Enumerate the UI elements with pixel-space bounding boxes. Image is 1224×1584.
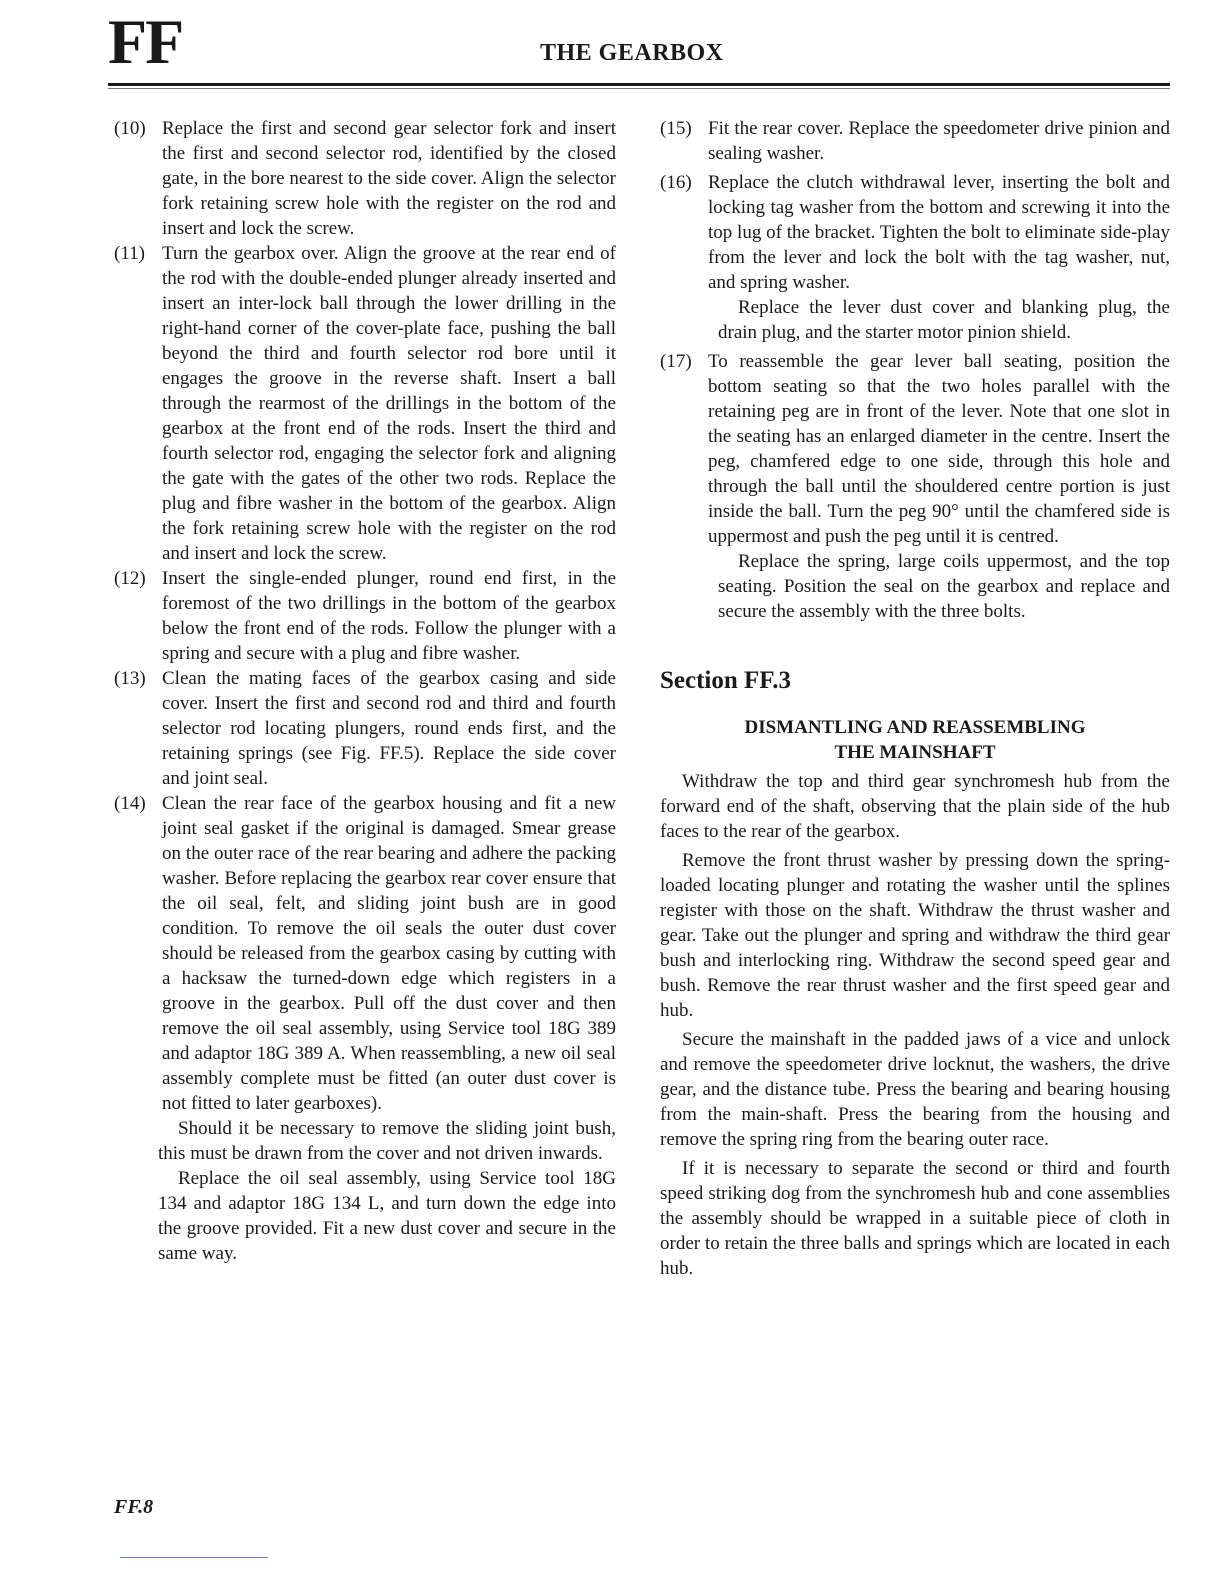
- section-code: FF: [108, 6, 183, 77]
- paragraph: Should it be necessary to remove the sliding joint bush, this must be drawn from the cover and not driven inwards.: [158, 1118, 616, 1164]
- paragraph: Replace the lever dust cover and blanking plug, the drain plug, and the starter motor pinion shield.: [718, 297, 1170, 343]
- item-number: (13): [114, 668, 146, 689]
- paragraph: Withdraw the top and third gear synchromesh hub from the forward end of the shaft, observing that the plain side of the hub faces to the rear of the gearbox.: [660, 771, 1170, 842]
- header-rule: [108, 83, 1170, 86]
- item-number: (17): [660, 351, 692, 372]
- list-item: [660, 116, 1170, 166]
- item-text: Replace the first and second gear selector fork and insert the first and second selector rod, identified by the closed gate, in the bore nearest to the side cover. Align the selector fork retaining screw hole with the register on the rod and insert and lock the screw.: [162, 118, 616, 239]
- page-number: FF.8: [114, 1496, 154, 1518]
- list-item: [114, 666, 616, 791]
- section-heading: Section FF.3: [660, 667, 792, 694]
- list-item: [114, 116, 616, 241]
- item-text: To reassemble the gear lever ball seating, position the bottom seating so that the two holes parallel with the retaining peg are in front of the lever. Note that one slot in the seating has an enlarged diameter in the centre. Insert the peg, chamfered edge to one side, through this hole and through the ball until the shouldered centre portion is just inside the ball. Turn the peg 90° until the chamfered side is uppermost and push the peg until it is centred.: [708, 351, 1170, 547]
- right-column: [660, 116, 1170, 1285]
- left-column: [114, 116, 616, 1266]
- item-number: (14): [114, 793, 146, 814]
- header-rule-thin: [108, 88, 1170, 89]
- item-text: Fit the rear cover. Replace the speedometer drive pinion and sealing washer.: [708, 118, 1170, 164]
- paragraph: If it is necessary to separate the second or third and fourth speed striking dog from the synchromesh hub and cone assemblies the assembly should be wrapped in a suitable piece of cloth in order to retain the three balls and springs which are located in each hub.: [660, 1158, 1170, 1279]
- paragraph: Secure the mainshaft in the padded jaws of a vice and unlock and remove the speedometer drive locknut, the washers, the drive gear, and the distance tube. Press the bearing and bearing housing from the main-shaft. Press the bearing from the housing and remove the spring ring from the bearing outer race.: [660, 1029, 1170, 1150]
- footer-rule: [120, 1557, 268, 1558]
- item-number: (11): [114, 243, 145, 264]
- item-number: (15): [660, 118, 692, 139]
- item-text: Clean the mating faces of the gearbox casing and side cover. Insert the first and second rod and third and fourth selector rod locating plungers, round ends first, and the retaining springs (see Fig. FF.5). Replace the side cover and joint seal.: [162, 668, 616, 789]
- item-number: (10): [114, 118, 146, 139]
- list-item: [660, 170, 1170, 295]
- item-number: (16): [660, 172, 692, 193]
- list-item: [114, 566, 616, 666]
- item-text: Turn the gearbox over. Align the groove at the rear end of the rod with the double-ended plunger already inserted and insert an inter-lock ball through the lower drilling in the right-hand corner of the cover-plate face, pushing the ball beyond the third and fourth selector rod bore until it engages the groove in the reverse shaft. Insert a ball through the rearmost of the drillings in the bottom of the gearbox at the front end of the rods. Insert the third and fourth selector rod, engaging the selector fork and aligning the gate with the gates of the other two rods. Replace the plug and fibre washer in the bottom of the gearbox. Align the fork retaining screw hole with the register on the rod and insert and lock the screw.: [162, 243, 616, 564]
- list-item: [114, 791, 616, 1116]
- item-text: Replace the clutch withdrawal lever, inserting the bolt and locking tag washer from the bottom and screwing it into the top lug of the bracket. Tighten the bolt to eliminate side-play from the lever and lock the bolt with the tag washer, nut, and spring washer.: [708, 172, 1170, 293]
- paragraph: Replace the spring, large coils uppermost, and the top seating. Position the seal on the gearbox and replace and secure the assembly with the three bolts.: [718, 551, 1170, 622]
- paragraph: Replace the oil seal assembly, using Service tool 18G 134 and adaptor 18G 134 L, and turn down the edge into the groove provided. Fit a new dust cover and secure in the same way.: [158, 1168, 616, 1264]
- item-number: (12): [114, 568, 146, 589]
- item-text: Clean the rear face of the gearbox housing and fit a new joint seal gasket if the original is damaged. Smear grease on the outer race of the rear bearing and adhere the packing washer. Before replacing the gearbox rear cover ensure that the oil seal, felt, and sliding joint bush are in good condition. To remove the oil seals the outer dust cover should be released from the gearbox casing by cutting with a hacksaw the turned-down edge which registers in a groove in the gearbox. Pull off the dust cover and then remove the oil seal assembly, using Service tool 18G 389 and adaptor 18G 389 A. When reassembling, a new oil seal assembly complete must be fitted (an outer dust cover is not fitted to later gearboxes).: [162, 793, 616, 1114]
- list-item: [114, 241, 616, 566]
- item-text: Insert the single-ended plunger, round end first, in the foremost of the two drillings in the bottom of the gearbox below the front end of the rods. Follow the plunger with a spring and secure with a plug and fibre washer.: [162, 568, 616, 664]
- section-subheading: DISMANTLING AND REASSEMBLING THE MAINSHAFT: [744, 717, 1086, 763]
- list-item: [660, 349, 1170, 549]
- page-title: THE GEARBOX: [540, 40, 724, 66]
- paragraph: Remove the front thrust washer by pressing down the spring-loaded locating plunger and rotating the washer until the splines register with those on the shaft. Withdraw the thrust washer and gear. Take out the plunger and spring and withdraw the third gear bush and interlocking ring. Withdraw the second speed gear and bush. Remove the rear thrust washer and the first speed gear and hub.: [660, 850, 1170, 1021]
